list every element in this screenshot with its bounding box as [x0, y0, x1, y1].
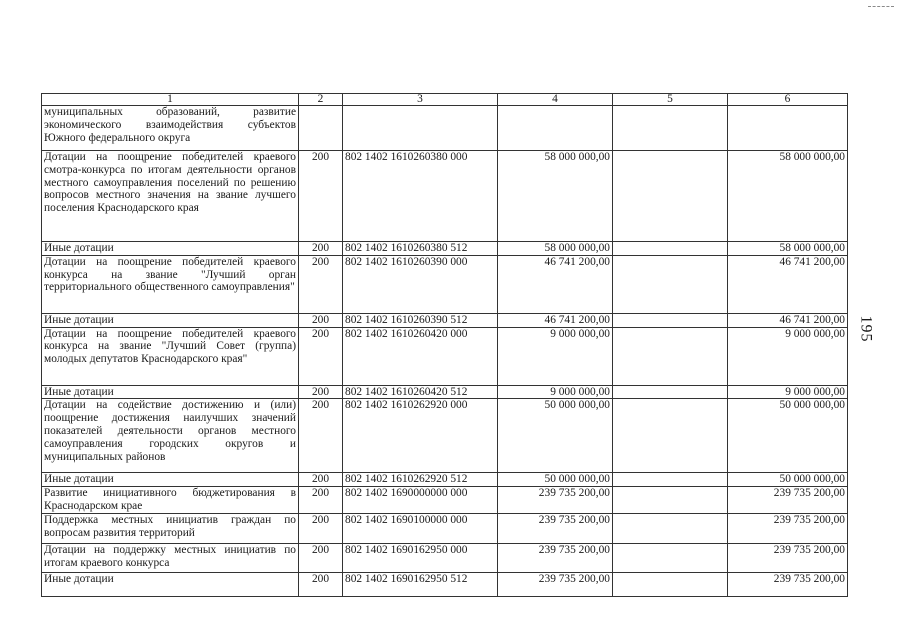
table-row — [42, 385, 848, 399]
row-col5 — [613, 399, 728, 473]
header-cell: 1 — [42, 94, 299, 106]
row-name: муниципальных образований, развитие экономического взаимодействия субъектов Южного федерального округа — [42, 106, 299, 151]
row-col2: 200 — [299, 242, 343, 256]
row-code: 802 1402 1610260420 000 — [343, 327, 498, 385]
row-col5 — [613, 385, 728, 399]
row-col2: 200 — [299, 385, 343, 399]
header-cell: 3 — [343, 94, 498, 106]
row-col5 — [613, 473, 728, 487]
row-col2: 200 — [299, 487, 343, 514]
row-name: Иные дотации — [42, 573, 299, 597]
row-code — [343, 106, 498, 151]
table-row — [42, 313, 848, 327]
row-name: Развитие инициативного бюджетирования в Краснодарском крае — [42, 487, 299, 514]
row-col5 — [613, 151, 728, 242]
table-row — [42, 487, 848, 514]
row-name: Иные дотации — [42, 313, 299, 327]
row-col5 — [613, 487, 728, 514]
row-col5 — [613, 255, 728, 313]
row-amount-col6 — [728, 106, 848, 151]
header-row — [42, 94, 848, 106]
row-col2 — [299, 106, 343, 151]
row-amount-col4: 239 735 200,00 — [498, 573, 613, 597]
row-amount-col4: 9 000 000,00 — [498, 327, 613, 385]
row-amount-col6: 58 000 000,00 — [728, 151, 848, 242]
row-col2: 200 — [299, 544, 343, 573]
row-col5 — [613, 514, 728, 544]
row-name: Дотации на содействие достижению и (или) поощрение достижения наилучших значений показателей деятельности органов местного самоуправления городских округов и муниципальных районов — [42, 399, 299, 473]
row-code: 802 1402 1610260390 512 — [343, 313, 498, 327]
row-amount-col4: 50 000 000,00 — [498, 399, 613, 473]
row-amount-col4: 239 735 200,00 — [498, 487, 613, 514]
row-amount-col6: 46 741 200,00 — [728, 313, 848, 327]
row-code: 802 1402 1690000000 000 — [343, 487, 498, 514]
row-col2: 200 — [299, 399, 343, 473]
row-amount-col4: 58 000 000,00 — [498, 242, 613, 256]
table-row — [42, 242, 848, 256]
header-cell: 5 — [613, 94, 728, 106]
row-code: 802 1402 1690162950 000 — [343, 544, 498, 573]
header-cell: 2 — [299, 94, 343, 106]
row-col2: 200 — [299, 473, 343, 487]
row-code: 802 1402 1610260380 000 — [343, 151, 498, 242]
row-col5 — [613, 106, 728, 151]
row-col5 — [613, 573, 728, 597]
table-row — [42, 106, 848, 151]
row-amount-col6: 58 000 000,00 — [728, 242, 848, 256]
corner-scan-mark — [868, 6, 894, 7]
table-row — [42, 255, 848, 313]
row-name: Иные дотации — [42, 242, 299, 256]
table-row — [42, 151, 848, 242]
row-code: 802 1402 1610262920 512 — [343, 473, 498, 487]
row-amount-col4: 50 000 000,00 — [498, 473, 613, 487]
table-row — [42, 473, 848, 487]
row-col2: 200 — [299, 313, 343, 327]
table-row — [42, 327, 848, 385]
table-row — [42, 514, 848, 544]
row-code: 802 1402 1690162950 512 — [343, 573, 498, 597]
row-code: 802 1402 1610262920 000 — [343, 399, 498, 473]
row-col2: 200 — [299, 514, 343, 544]
row-amount-col6: 9 000 000,00 — [728, 327, 848, 385]
table-row — [42, 573, 848, 597]
row-name: Дотации на поощрение победителей краевого конкурса на звание "Лучший орган территориального общественного самоуправления" — [42, 255, 299, 313]
budget-table — [41, 93, 848, 597]
row-amount-col4: 9 000 000,00 — [498, 385, 613, 399]
row-amount-col4: 239 735 200,00 — [498, 514, 613, 544]
row-name: Дотации на поощрение победителей краевого конкурса на звание "Лучший Совет (группа) молодых депутатов Краснодарского края" — [42, 327, 299, 385]
row-col2: 200 — [299, 255, 343, 313]
row-name: Дотации на поддержку местных инициатив по итогам краевого конкурса — [42, 544, 299, 573]
row-name: Иные дотации — [42, 473, 299, 487]
table-row — [42, 544, 848, 573]
row-name: Поддержка местных инициатив граждан по вопросам развития территорий — [42, 514, 299, 544]
row-amount-col6: 9 000 000,00 — [728, 385, 848, 399]
row-amount-col6: 46 741 200,00 — [728, 255, 848, 313]
row-amount-col6: 239 735 200,00 — [728, 544, 848, 573]
row-amount-col4: 239 735 200,00 — [498, 544, 613, 573]
row-col5 — [613, 327, 728, 385]
row-col5 — [613, 242, 728, 256]
row-col5 — [613, 313, 728, 327]
row-amount-col6: 239 735 200,00 — [728, 514, 848, 544]
header-cell: 4 — [498, 94, 613, 106]
page-number: 195 — [857, 315, 875, 343]
row-name: Иные дотации — [42, 385, 299, 399]
row-code: 802 1402 1690100000 000 — [343, 514, 498, 544]
table-row — [42, 399, 848, 473]
row-amount-col6: 50 000 000,00 — [728, 399, 848, 473]
row-amount-col4: 46 741 200,00 — [498, 255, 613, 313]
row-amount-col4: 46 741 200,00 — [498, 313, 613, 327]
header-cell: 6 — [728, 94, 848, 106]
row-code: 802 1402 1610260420 512 — [343, 385, 498, 399]
row-name: Дотации на поощрение победителей краевого смотра-конкурса по итогам деятельности органов местного самоуправления поселений по решению вопросов местного значения на звание лучшего поселения Краснодарского края — [42, 151, 299, 242]
row-amount-col4: 58 000 000,00 — [498, 151, 613, 242]
row-col2: 200 — [299, 327, 343, 385]
row-col2: 200 — [299, 573, 343, 597]
row-col5 — [613, 544, 728, 573]
row-amount-col6: 239 735 200,00 — [728, 573, 848, 597]
row-col2: 200 — [299, 151, 343, 242]
row-amount-col6: 239 735 200,00 — [728, 487, 848, 514]
row-code: 802 1402 1610260380 512 — [343, 242, 498, 256]
row-amount-col4 — [498, 106, 613, 151]
row-amount-col6: 50 000 000,00 — [728, 473, 848, 487]
row-code: 802 1402 1610260390 000 — [343, 255, 498, 313]
